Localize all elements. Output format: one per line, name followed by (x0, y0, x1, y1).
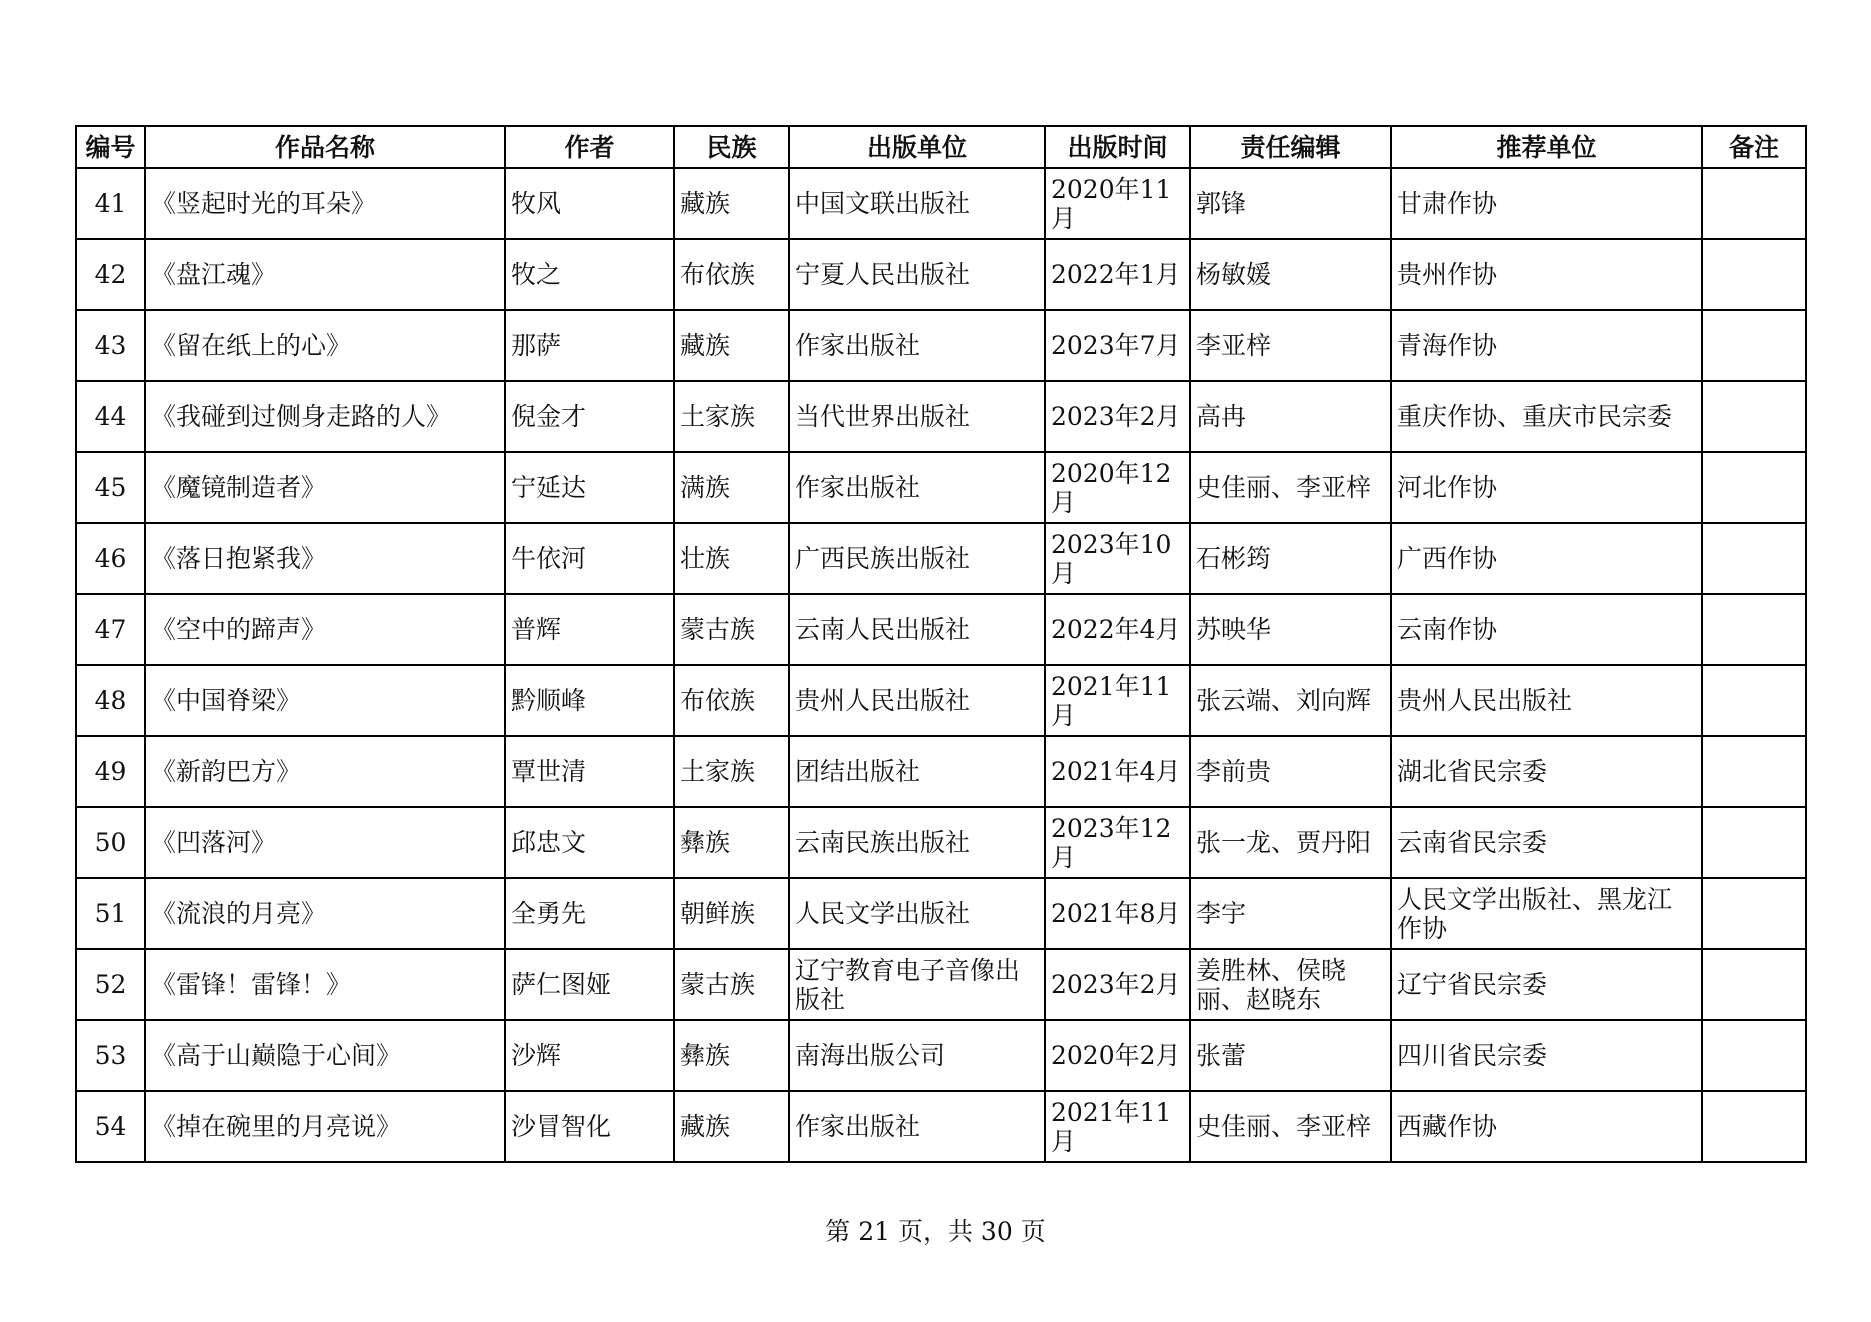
cell-title: 《我碰到过侧身走路的人》 (145, 381, 505, 452)
cell-title: 《空中的蹄声》 (145, 594, 505, 665)
cell-publisher: 广西民族出版社 (789, 523, 1045, 594)
cell-editor: 张云端、刘向辉 (1190, 665, 1391, 736)
cell-author: 倪金才 (505, 381, 674, 452)
cell-ethnicity: 彝族 (674, 807, 789, 878)
cell-publisher: 当代世界出版社 (789, 381, 1045, 452)
cell-editor: 杨敏媛 (1190, 239, 1391, 310)
cell-recommender: 西藏作协 (1391, 1091, 1702, 1162)
cell-publish-date: 2023年10月 (1045, 523, 1190, 594)
cell-publisher: 人民文学出版社 (789, 878, 1045, 949)
cell-recommender: 云南省民宗委 (1391, 807, 1702, 878)
cell-remarks (1702, 310, 1806, 381)
table-row (76, 594, 1806, 665)
cell-remarks (1702, 736, 1806, 807)
cell-publish-date: 2020年11月 (1045, 168, 1190, 239)
cell-number: 45 (76, 452, 145, 523)
cell-number: 53 (76, 1020, 145, 1091)
cell-remarks (1702, 1020, 1806, 1091)
header-ethnicity: 民族 (674, 126, 789, 168)
cell-remarks (1702, 523, 1806, 594)
header-publisher: 出版单位 (789, 126, 1045, 168)
table-row (76, 239, 1806, 310)
cell-number: 46 (76, 523, 145, 594)
cell-author: 牧风 (505, 168, 674, 239)
table-row (76, 949, 1806, 1020)
cell-title: 《魔镜制造者》 (145, 452, 505, 523)
table-row (76, 807, 1806, 878)
cell-number: 54 (76, 1091, 145, 1162)
cell-ethnicity: 壮族 (674, 523, 789, 594)
cell-number: 51 (76, 878, 145, 949)
cell-ethnicity: 蒙古族 (674, 949, 789, 1020)
cell-remarks (1702, 381, 1806, 452)
cell-recommender: 贵州作协 (1391, 239, 1702, 310)
header-number: 编号 (76, 126, 145, 168)
cell-number: 44 (76, 381, 145, 452)
cell-ethnicity: 土家族 (674, 381, 789, 452)
works-table (75, 125, 1807, 1163)
cell-publish-date: 2023年2月 (1045, 381, 1190, 452)
cell-author: 邱忠文 (505, 807, 674, 878)
cell-title: 《留在纸上的心》 (145, 310, 505, 381)
cell-author: 那萨 (505, 310, 674, 381)
page-footer: 第 21 页，共 30 页 (825, 1217, 1046, 1246)
cell-author: 宁延达 (505, 452, 674, 523)
cell-recommender: 湖北省民宗委 (1391, 736, 1702, 807)
cell-remarks (1702, 878, 1806, 949)
cell-editor: 高冉 (1190, 381, 1391, 452)
table-row (76, 310, 1806, 381)
cell-publish-date: 2021年4月 (1045, 736, 1190, 807)
cell-publisher: 辽宁教育电子音像出版社 (789, 949, 1045, 1020)
table-row (76, 878, 1806, 949)
cell-editor: 李宇 (1190, 878, 1391, 949)
header-publish-date: 出版时间 (1045, 126, 1190, 168)
cell-publish-date: 2021年8月 (1045, 878, 1190, 949)
cell-remarks (1702, 239, 1806, 310)
cell-publish-date: 2021年11月 (1045, 665, 1190, 736)
cell-author: 牛依河 (505, 523, 674, 594)
cell-publisher: 作家出版社 (789, 310, 1045, 381)
cell-editor: 姜胜林、侯晓丽、赵晓东 (1190, 949, 1391, 1020)
table-row (76, 381, 1806, 452)
cell-publisher: 贵州人民出版社 (789, 665, 1045, 736)
cell-number: 43 (76, 310, 145, 381)
cell-recommender: 人民文学出版社、黑龙江作协 (1391, 878, 1702, 949)
cell-recommender: 河北作协 (1391, 452, 1702, 523)
cell-title: 《竖起时光的耳朵》 (145, 168, 505, 239)
table-row (76, 736, 1806, 807)
header-remarks: 备注 (1702, 126, 1806, 168)
cell-editor: 苏映华 (1190, 594, 1391, 665)
header-author: 作者 (505, 126, 674, 168)
cell-author: 沙冒智化 (505, 1091, 674, 1162)
table-row (76, 523, 1806, 594)
cell-number: 42 (76, 239, 145, 310)
cell-number: 52 (76, 949, 145, 1020)
cell-title: 《落日抱紧我》 (145, 523, 505, 594)
cell-author: 牧之 (505, 239, 674, 310)
cell-title: 《流浪的月亮》 (145, 878, 505, 949)
cell-remarks (1702, 452, 1806, 523)
table-row (76, 1091, 1806, 1162)
cell-editor: 李亚梓 (1190, 310, 1391, 381)
cell-ethnicity: 布依族 (674, 239, 789, 310)
cell-remarks (1702, 1091, 1806, 1162)
cell-publisher: 宁夏人民出版社 (789, 239, 1045, 310)
cell-ethnicity: 布依族 (674, 665, 789, 736)
table-row (76, 1020, 1806, 1091)
cell-remarks (1702, 807, 1806, 878)
cell-ethnicity: 藏族 (674, 1091, 789, 1162)
cell-recommender: 甘肃作协 (1391, 168, 1702, 239)
cell-publish-date: 2023年7月 (1045, 310, 1190, 381)
cell-ethnicity: 蒙古族 (674, 594, 789, 665)
cell-title: 《高于山巅隐于心间》 (145, 1020, 505, 1091)
cell-author: 普辉 (505, 594, 674, 665)
cell-ethnicity: 藏族 (674, 310, 789, 381)
cell-remarks (1702, 594, 1806, 665)
cell-author: 覃世清 (505, 736, 674, 807)
cell-recommender: 四川省民宗委 (1391, 1020, 1702, 1091)
cell-editor: 张蕾 (1190, 1020, 1391, 1091)
cell-recommender: 云南作协 (1391, 594, 1702, 665)
cell-editor: 郭锋 (1190, 168, 1391, 239)
cell-recommender: 辽宁省民宗委 (1391, 949, 1702, 1020)
table-header-row (76, 126, 1806, 168)
cell-publisher: 作家出版社 (789, 1091, 1045, 1162)
cell-publish-date: 2022年4月 (1045, 594, 1190, 665)
cell-author: 黔顺峰 (505, 665, 674, 736)
cell-publish-date: 2021年11月 (1045, 1091, 1190, 1162)
cell-title: 《中国脊梁》 (145, 665, 505, 736)
cell-publish-date: 2020年2月 (1045, 1020, 1190, 1091)
cell-remarks (1702, 949, 1806, 1020)
cell-publisher: 云南人民出版社 (789, 594, 1045, 665)
cell-publish-date: 2023年12月 (1045, 807, 1190, 878)
cell-publish-date: 2022年1月 (1045, 239, 1190, 310)
cell-publisher: 中国文联出版社 (789, 168, 1045, 239)
cell-publisher: 南海出版公司 (789, 1020, 1045, 1091)
cell-recommender: 青海作协 (1391, 310, 1702, 381)
cell-author: 萨仁图娅 (505, 949, 674, 1020)
cell-remarks (1702, 168, 1806, 239)
cell-publish-date: 2023年2月 (1045, 949, 1190, 1020)
cell-editor: 史佳丽、李亚梓 (1190, 1091, 1391, 1162)
cell-author: 全勇先 (505, 878, 674, 949)
cell-title: 《雷锋！雷锋！》 (145, 949, 505, 1020)
cell-title: 《盘江魂》 (145, 239, 505, 310)
cell-remarks (1702, 665, 1806, 736)
table-row (76, 168, 1806, 239)
cell-recommender: 重庆作协、重庆市民宗委 (1391, 381, 1702, 452)
table-body (76, 168, 1806, 1162)
header-title: 作品名称 (145, 126, 505, 168)
cell-ethnicity: 彝族 (674, 1020, 789, 1091)
cell-editor: 李前贵 (1190, 736, 1391, 807)
cell-publish-date: 2020年12月 (1045, 452, 1190, 523)
cell-editor: 史佳丽、李亚梓 (1190, 452, 1391, 523)
cell-publisher: 团结出版社 (789, 736, 1045, 807)
cell-editor: 张一龙、贾丹阳 (1190, 807, 1391, 878)
cell-recommender: 贵州人民出版社 (1391, 665, 1702, 736)
cell-number: 50 (76, 807, 145, 878)
cell-title: 《凹落河》 (145, 807, 505, 878)
table-row (76, 665, 1806, 736)
cell-number: 48 (76, 665, 145, 736)
cell-number: 41 (76, 168, 145, 239)
cell-title: 《掉在碗里的月亮说》 (145, 1091, 505, 1162)
table-row (76, 452, 1806, 523)
cell-ethnicity: 朝鲜族 (674, 878, 789, 949)
cell-publisher: 作家出版社 (789, 452, 1045, 523)
cell-author: 沙辉 (505, 1020, 674, 1091)
cell-ethnicity: 藏族 (674, 168, 789, 239)
header-editor: 责任编辑 (1190, 126, 1391, 168)
cell-publisher: 云南民族出版社 (789, 807, 1045, 878)
cell-ethnicity: 满族 (674, 452, 789, 523)
cell-number: 49 (76, 736, 145, 807)
header-recommender: 推荐单位 (1391, 126, 1702, 168)
cell-number: 47 (76, 594, 145, 665)
cell-title: 《新韵巴方》 (145, 736, 505, 807)
cell-recommender: 广西作协 (1391, 523, 1702, 594)
cell-editor: 石彬筠 (1190, 523, 1391, 594)
cell-ethnicity: 土家族 (674, 736, 789, 807)
